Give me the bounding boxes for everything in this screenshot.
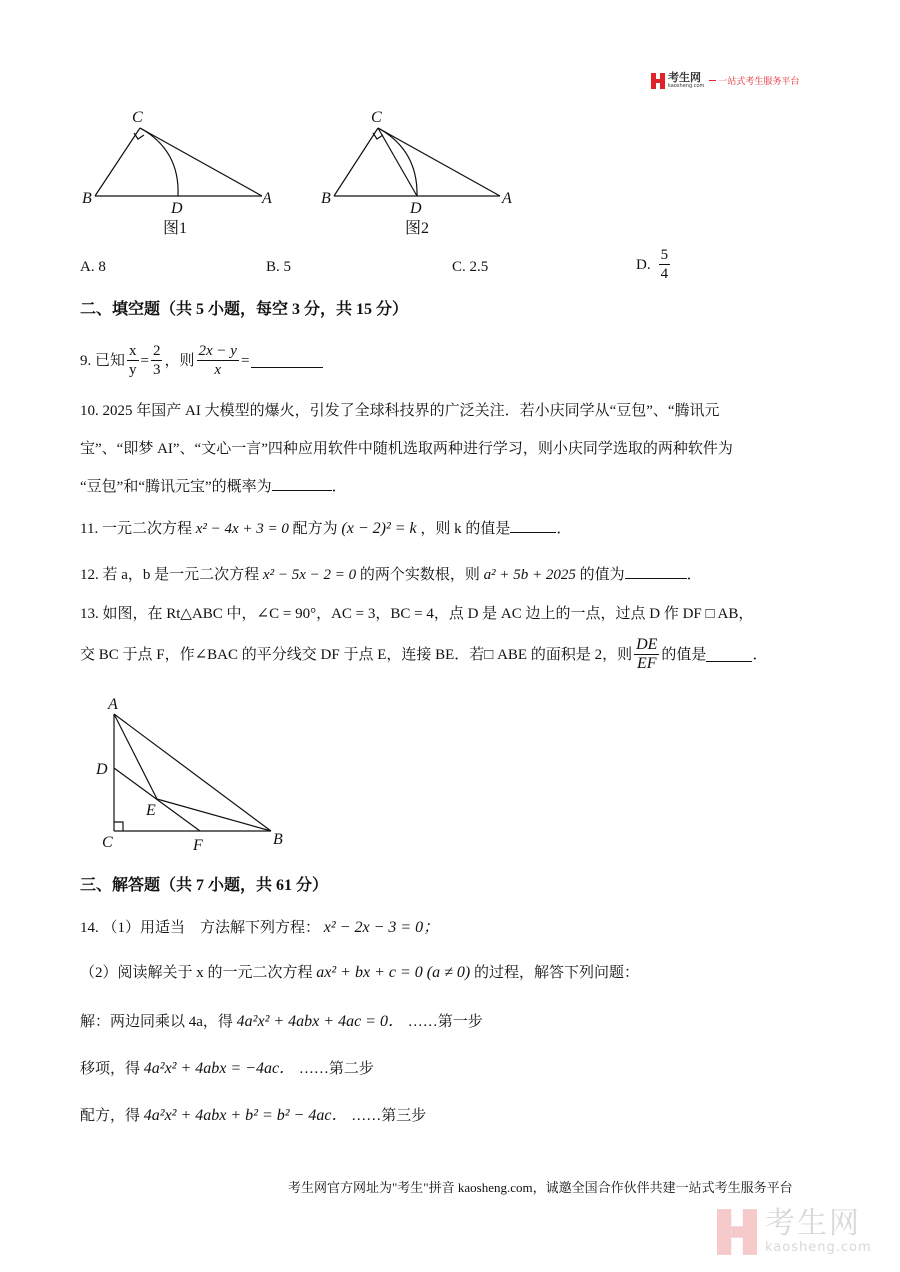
fig2-caption: 图2 <box>405 220 430 237</box>
footer-text: 考生网官方网址为"考生"拼音 kaosheng.com，诚邀全国合作伙伴共建一站式考生服务平台 <box>288 1180 793 1195</box>
q14-step-1: 解：两边同乘以 4a，得 4a²x² + 4abx + 4ac = 0． ……第一步 <box>80 1013 483 1030</box>
fig2-label-d: D <box>410 200 422 217</box>
section-3-heading: 三、解答题（共 7 小题，共 61 分） <box>80 877 329 894</box>
q8-option-a: A. 8 <box>80 259 106 275</box>
q8-option-c: C. 2.5 <box>452 259 489 275</box>
logo-slogan: 一站式考生服务平台 <box>718 77 800 87</box>
q14-step-3: 配方，得 4a²x² + 4abx + b² = b² − 4ac． ……第三步 <box>80 1107 427 1124</box>
question-9 <box>80 342 323 379</box>
q8-figures <box>70 95 530 245</box>
right-angle-mark <box>114 822 123 831</box>
q12-equation-2: a² + 5b + 2025 <box>483 567 576 583</box>
label-d: D <box>96 761 108 778</box>
q14-part-1: 14. （1）用适当 方法解下列方程： x² − 2x − 3 = 0； <box>80 919 440 936</box>
q13-figure <box>70 690 310 860</box>
watermark-logo-icon <box>717 1209 757 1255</box>
label-b: B <box>273 831 283 848</box>
q14-part-2-equation: ax² + bx + c = 0 (a ≠ 0) <box>316 964 471 981</box>
slogan-dash <box>709 80 716 81</box>
fig1-label-c: C <box>132 109 143 126</box>
segment-eb <box>157 799 271 831</box>
figure-1 <box>95 128 262 196</box>
q10-line-1: 10. 2025 年国产 AI 大模型的爆火，引发了全球科技界的广泛关注．若小庆同学从“豆包”、“腾讯元 <box>80 403 720 419</box>
label-a: A <box>108 696 118 713</box>
q14-step-2-equation: 4a²x² + 4abx = −4ac． <box>143 1060 296 1077</box>
q9-fraction-xy: $\frac{x}{y}$ <box>129 343 137 378</box>
fig1-caption: 图1 <box>163 220 188 237</box>
logo-domain: kaosheng.com <box>668 83 705 89</box>
q9-equals: = <box>140 352 149 369</box>
q14-part-1-equation: x² − 2x − 3 = 0； <box>323 919 440 936</box>
fig1-label-a: A <box>262 190 272 207</box>
watermark-brand: 考生网 <box>765 1206 861 1241</box>
q8-option-d-label: D. <box>636 256 651 273</box>
label-f: F <box>193 837 203 854</box>
q9-prefix: 9. 已知 <box>80 352 126 369</box>
fig1-label-d: D <box>171 200 183 217</box>
q14-step-2: 移项，得 4a²x² + 4abx = −4ac． ……第二步 <box>80 1060 374 1077</box>
q10-answer-blank[interactable] <box>272 476 332 491</box>
q14-step-3-equation: 4a²x² + 4abx + b² = b² − 4ac． <box>143 1107 348 1124</box>
q9-mid: ，则 <box>164 352 195 369</box>
fig2-label-a: A <box>502 190 512 207</box>
header-logo <box>651 72 799 89</box>
q8-option-d-fraction: $\frac{5}{4}$ <box>660 247 669 282</box>
fig2-side-bc <box>334 128 378 196</box>
question-11: 11. 一元二次方程 x² − 4x + 3 = 0 配方为 (x − 2)² = k ，则 k 的值是 ． <box>80 520 572 537</box>
q8-option-b: B. 5 <box>266 259 292 275</box>
q13-fraction-de-ef: $\frac{DE}{EF}$ <box>636 636 658 672</box>
label-e: E <box>146 802 156 819</box>
fig2-side-ca <box>378 128 500 196</box>
q13-answer-blank[interactable] <box>706 647 752 662</box>
section-2-heading: 二、填空题（共 5 小题，每空 3 分，共 15 分） <box>80 301 409 318</box>
q11-equation-2: (x − 2)² = k <box>341 520 417 537</box>
q11-answer-blank[interactable] <box>510 518 556 533</box>
fig2-label-c: C <box>371 109 382 126</box>
q11-equation-1: x² − 4x + 3 = 0 <box>195 521 289 537</box>
fig1-label-b: B <box>82 190 92 207</box>
fig2-label-b: B <box>321 190 331 207</box>
q10-line-3: “豆包”和“腾讯元宝”的概率为 ． <box>80 476 347 497</box>
logo-text-stack <box>668 72 704 89</box>
kaosheng-logo-icon <box>651 73 665 89</box>
q13-line-2: 交 BC 于点 F，作∠BAC 的平分线交 DF 于点 E，连接 BE．若□ ABE 的面积是 2，则 $\frac{DE}{EF}$ 的值是 ． <box>80 636 768 672</box>
watermark-text-stack <box>765 1208 872 1255</box>
side-ab <box>114 714 271 831</box>
logo-brand: 考生网 <box>668 71 701 84</box>
segment-ae <box>114 714 157 799</box>
q9-answer-blank[interactable] <box>251 353 323 368</box>
q9-fraction-expr: $\frac{2x - y}{x}$ <box>198 343 237 378</box>
watermark-domain: kaosheng.com <box>765 1240 872 1255</box>
fig1-side-ca <box>140 128 262 196</box>
q12-answer-blank[interactable] <box>625 564 687 579</box>
q9-equals-tail: = <box>240 352 250 369</box>
fig1-side-bc <box>95 128 140 196</box>
q13-line-1: 13. 如图，在 Rt△ABC 中，∠C = 90°，AC = 3，BC = 4，点 D 是 AC 边上的一点，过点 D 作 DF □ AB， <box>80 606 754 622</box>
question-12: 12. 若 a，b 是一元二次方程 x² − 5x − 2 = 0 的两个实数根，则 a² + 5b + 2025 的值为 ． <box>80 564 702 585</box>
q9-fraction-2-3: $\frac{2}{3}$ <box>152 343 161 378</box>
q10-line-2: 宝”、“即梦 AI”、“文心一言”四种应用软件中随机选取两种进行学习，则小庆同学选取的两种软件为 <box>80 441 733 457</box>
footer-watermark <box>717 1208 872 1255</box>
q12-equation-1: x² − 5x − 2 = 0 <box>262 567 357 583</box>
q8-option-d <box>636 246 672 283</box>
q14-part-2: （2）阅读解关于 x 的一元二次方程 ax² + bx + c = 0 (a ≠ 0) 的过程，解答下列问题： <box>80 964 639 981</box>
q14-step-1-equation: 4a²x² + 4abx + 4ac = 0． <box>236 1013 404 1030</box>
figure-2 <box>334 128 500 196</box>
label-c: C <box>102 834 113 851</box>
